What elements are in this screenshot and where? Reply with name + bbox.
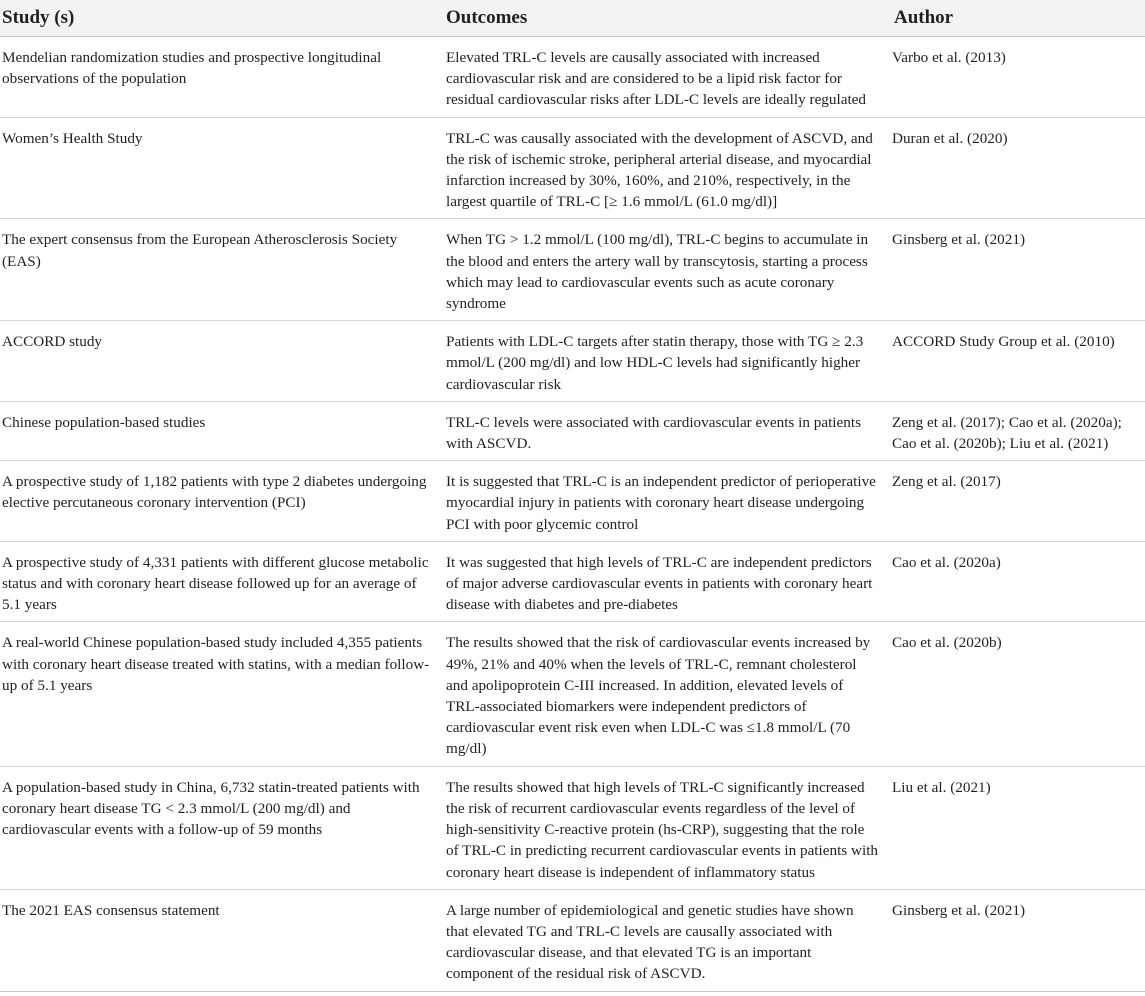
table-row	[0, 37, 1145, 118]
header-study: Study (s)	[0, 0, 445, 37]
table-row	[0, 117, 1145, 219]
author-cell: Duran et al. (2020)	[892, 117, 1145, 219]
author-cell: Ginsberg et al. (2021)	[892, 219, 1145, 321]
table-row	[0, 401, 1145, 460]
outcome-cell: Patients with LDL-C targets after statin therapy, those with TG ≥ 2.3 mmol/L (200 mg/dl) and low HDL-C levels had significantly higher cardiovascular risk	[445, 321, 892, 402]
table-row	[0, 541, 1145, 622]
outcome-cell: A large number of epidemiological and genetic studies have shown that elevated TG and TRL-C levels are causally associated with cardiovascular disease, and that elevated TG is an important component of the residual risk of ASCVD.	[445, 889, 892, 991]
author-cell: Liu et al. (2021)	[892, 766, 1145, 889]
author-cell: Zeng et al. (2017)	[892, 461, 1145, 542]
study-cell: Chinese population-based studies	[0, 401, 445, 460]
table-row	[0, 889, 1145, 991]
study-cell: The expert consensus from the European Atherosclerosis Society (EAS)	[0, 219, 445, 321]
study-cell: A real-world Chinese population-based study included 4,355 patients with coronary heart disease treated with statins, with a median follow-up of 5.1 years	[0, 622, 445, 766]
author-cell: Ginsberg et al. (2021)	[892, 889, 1145, 991]
author-cell: Varbo et al. (2013)	[892, 37, 1145, 118]
author-cell: Cao et al. (2020b)	[892, 622, 1145, 766]
study-cell: The 2021 EAS consensus statement	[0, 889, 445, 991]
outcome-cell: It was suggested that high levels of TRL-C are independent predictors of major adverse cardiovascular events in patients with coronary heart disease with diabetes and pre-diabetes	[445, 541, 892, 622]
study-cell: ACCORD study	[0, 321, 445, 402]
outcome-cell: The results showed that high levels of TRL-C significantly increased the risk of recurrent cardiovascular events regardless of the level of high-sensitivity C-reactive protein (hs-CRP), suggesting that the role of TRL-C in predicting recurrent cardiovascular events in patients with coronary heart disease is independent of inflammatory status	[445, 766, 892, 889]
study-cell: A population-based study in China, 6,732 statin-treated patients with coronary heart disease TG < 2.3 mmol/L (200 mg/dl) and cardiovascular events with a follow-up of 59 months	[0, 766, 445, 889]
table-row	[0, 321, 1145, 402]
header-author: Author	[892, 0, 1145, 37]
author-cell: Zeng et al. (2017); Cao et al. (2020a); Cao et al. (2020b); Liu et al. (2021)	[892, 401, 1145, 460]
header-outcomes: Outcomes	[445, 0, 892, 37]
study-cell: A prospective study of 1,182 patients with type 2 diabetes undergoing elective percutaneous coronary intervention (PCI)	[0, 461, 445, 542]
outcome-cell: Elevated TRL-C levels are causally associated with increased cardiovascular risk and are considered to be a lipid risk factor for residual cardiovascular risks after LDL-C levels are ideally regulated	[445, 37, 892, 118]
outcome-cell: The results showed that the risk of cardiovascular events increased by 49%, 21% and 40% when the levels of TRL-C, remnant cholesterol and apolipoprotein C-III increased. In addition, elevated levels of TRL-associated biomarkers were independent predictors of cardiovascular event risk even when LDL-C was ≤1.8 mmol/L (70 mg/dl)	[445, 622, 892, 766]
outcome-cell: When TG > 1.2 mmol/L (100 mg/dl), TRL-C begins to accumulate in the blood and enters the artery wall by transcytosis, starting a process which may lead to cardiovascular events such as acute coronary syndrome	[445, 219, 892, 321]
author-cell: ACCORD Study Group et al. (2010)	[892, 321, 1145, 402]
author-cell: Cao et al. (2020a)	[892, 541, 1145, 622]
study-cell: A prospective study of 4,331 patients with different glucose metabolic status and with coronary heart disease followed up for an average of 5.1 years	[0, 541, 445, 622]
table-row	[0, 766, 1145, 889]
study-cell: Mendelian randomization studies and prospective longitudinal observations of the population	[0, 37, 445, 118]
table-row	[0, 219, 1145, 321]
outcome-cell: TRL-C was causally associated with the development of ASCVD, and the risk of ischemic stroke, peripheral arterial disease, and myocardial infarction increased by 30%, 160%, and 210%, respectively, in the largest quartile of TRL-C [≥ 1.6 mmol/L (61.0 mg/dl)]	[445, 117, 892, 219]
table-row	[0, 622, 1145, 766]
table-row	[0, 461, 1145, 542]
outcome-cell: TRL-C levels were associated with cardiovascular events in patients with ASCVD.	[445, 401, 892, 460]
outcome-cell: It is suggested that TRL-C is an independent predictor of perioperative myocardial injury in patients with coronary heart disease undergoing PCI with poor glycemic control	[445, 461, 892, 542]
study-cell: Women’s Health Study	[0, 117, 445, 219]
header-row	[0, 0, 1145, 37]
